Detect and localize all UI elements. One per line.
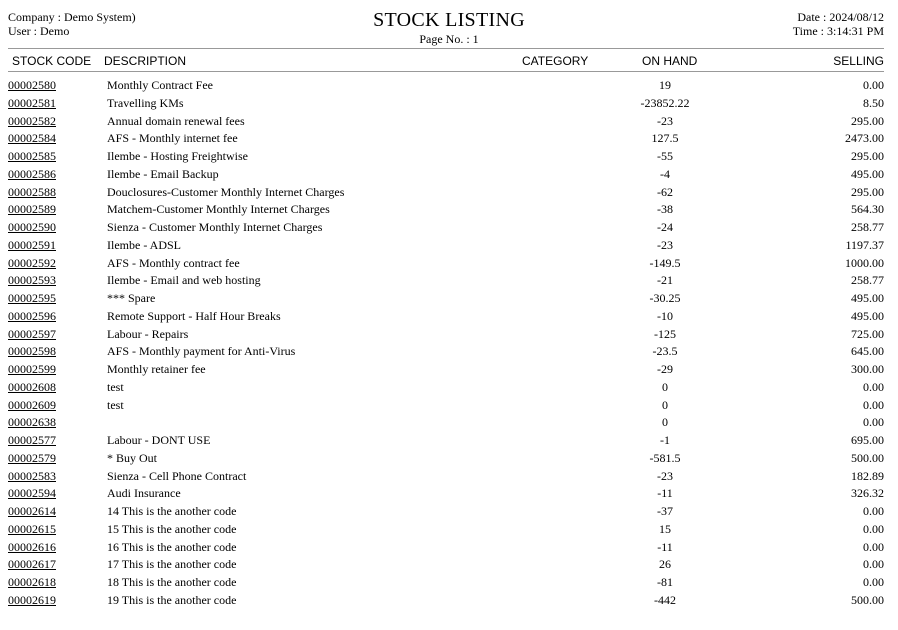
stock-code-link[interactable]: 00002582 (8, 113, 56, 128)
description-cell: Matchem-Customer Monthly Internet Charges (107, 202, 330, 217)
table-row (0, 308, 898, 326)
stock-code-link[interactable]: 00002590 (8, 220, 56, 234)
selling-cell: 0.00 (863, 575, 884, 589)
stock-code-link[interactable]: 00002581 (8, 95, 56, 110)
table-row (0, 272, 898, 290)
description-cell: 16 This is the another code (107, 539, 237, 554)
description-cell: Monthly retainer fee (107, 362, 206, 376)
report-title: STOCK LISTING (373, 9, 525, 31)
table-row (0, 95, 898, 113)
on-hand-cell: -55 (657, 149, 673, 163)
selling-cell: 1000.00 (845, 255, 884, 270)
selling-cell: 725.00 (851, 326, 884, 341)
on-hand-cell: -38 (657, 202, 673, 217)
selling-cell: 1197.37 (845, 237, 884, 252)
on-hand-cell: -10 (657, 308, 673, 323)
description-cell: 19 This is the another code (107, 592, 237, 607)
selling-cell: 695.00 (851, 433, 884, 447)
on-hand-cell: -581.5 (649, 450, 681, 465)
stock-code-link[interactable]: 00002619 (8, 592, 56, 607)
selling-cell: 0.00 (863, 557, 884, 572)
table-row (0, 379, 898, 397)
stock-code-link[interactable]: 00002618 (8, 575, 56, 589)
on-hand-cell: -21 (657, 273, 673, 288)
selling-cell: 0.00 (863, 521, 884, 536)
selling-cell: 0.00 (863, 78, 884, 92)
table-row (0, 539, 898, 557)
on-hand-cell: -442 (654, 592, 676, 607)
selling-cell: 8.50 (863, 95, 884, 110)
on-hand-cell: 15 (659, 521, 671, 536)
table-row (0, 255, 898, 273)
table-row (0, 113, 898, 131)
stock-code-link[interactable]: 00002584 (8, 131, 56, 146)
report-date: Date : 2024/08/12 (797, 10, 884, 24)
description-cell: Sienza - Customer Monthly Internet Charges (107, 220, 323, 234)
selling-cell: 300.00 (851, 362, 884, 376)
description-cell: AFS - Monthly payment for Anti-Virus (107, 344, 296, 359)
table-row (0, 184, 898, 202)
stock-code-link[interactable]: 00002615 (8, 521, 56, 536)
description-cell: test (107, 397, 124, 412)
on-hand-cell: -24 (657, 220, 673, 234)
on-hand-cell: -23852.22 (640, 95, 690, 110)
selling-cell: 0.00 (863, 397, 884, 412)
header-bottom-rule (8, 71, 884, 72)
on-hand-cell: 0 (662, 415, 668, 430)
on-hand-cell: -4 (660, 166, 670, 181)
selling-cell: 295.00 (851, 184, 884, 199)
selling-cell: 295.00 (851, 149, 884, 163)
description-cell: Remote Support - Half Hour Breaks (107, 308, 281, 323)
description-cell: Ilembe - Hosting Freightwise (107, 149, 248, 163)
description-cell: Annual domain renewal fees (107, 113, 245, 128)
description-cell: Ilembe - Email and web hosting (107, 273, 261, 288)
on-hand-cell: -81 (657, 575, 673, 589)
stock-code-link[interactable]: 00002586 (8, 166, 56, 181)
column-header-on-hand: ON HAND (642, 54, 698, 68)
column-header-category: CATEGORY (522, 54, 589, 68)
page-number: Page No. : 1 (419, 32, 479, 46)
on-hand-cell: 0 (662, 379, 668, 394)
stock-code-link[interactable]: 00002594 (8, 486, 56, 501)
table-row (0, 343, 898, 361)
table-row (0, 432, 898, 450)
table-row (0, 450, 898, 468)
table-row (0, 201, 898, 219)
stock-code-link[interactable]: 00002593 (8, 273, 56, 288)
table-row (0, 326, 898, 344)
stock-table-body (0, 77, 898, 610)
report-time: Time : 3:14:31 PM (792, 24, 884, 38)
description-cell: Sienza - Cell Phone Contract (107, 468, 247, 483)
stock-code-link[interactable]: 00002595 (8, 291, 56, 305)
column-header-selling: SELLING (833, 54, 884, 68)
on-hand-cell: -11 (657, 539, 673, 554)
stock-code-link[interactable]: 00002577 (8, 433, 56, 447)
description-cell: Ilembe - ADSL (107, 237, 181, 252)
on-hand-cell: -23.5 (652, 344, 678, 359)
stock-code-link[interactable]: 00002598 (8, 344, 56, 359)
selling-cell: 495.00 (851, 166, 884, 181)
on-hand-cell: -23 (657, 113, 673, 128)
description-cell: 14 This is the another code (107, 504, 237, 518)
stock-code-link[interactable]: 00002589 (8, 202, 56, 217)
table-row (0, 556, 898, 574)
stock-code-link[interactable]: 00002579 (8, 450, 56, 465)
table-row (0, 361, 898, 379)
selling-cell: 258.77 (851, 220, 884, 234)
description-cell: 18 This is the another code (107, 575, 237, 589)
description-cell: Audi Insurance (107, 486, 181, 501)
table-row (0, 148, 898, 166)
on-hand-cell: -149.5 (649, 255, 681, 270)
description-cell: Labour - DONT USE (107, 433, 211, 447)
on-hand-cell: -23 (657, 237, 673, 252)
stock-code-link[interactable]: 00002583 (8, 468, 56, 483)
stock-code-link[interactable]: 00002580 (8, 78, 56, 92)
table-row (0, 77, 898, 95)
selling-cell: 645.00 (851, 344, 884, 359)
selling-cell: 326.32 (851, 486, 884, 501)
stock-code-link[interactable]: 00002616 (8, 539, 56, 554)
selling-cell: 500.00 (851, 450, 884, 465)
on-hand-cell: -11 (657, 486, 673, 501)
stock-code-link[interactable]: 00002591 (8, 237, 56, 252)
stock-code-link[interactable]: 00002609 (8, 397, 56, 412)
description-cell: * Buy Out (107, 450, 158, 465)
stock-code-link[interactable]: 00002608 (8, 379, 56, 394)
selling-cell: 495.00 (851, 308, 884, 323)
description-cell: Douclosures-Customer Monthly Internet Charges (107, 184, 345, 199)
selling-cell: 258.77 (851, 273, 884, 288)
stock-code-link[interactable]: 00002592 (8, 255, 56, 270)
description-cell: 15 This is the another code (107, 521, 237, 536)
selling-cell: 0.00 (863, 379, 884, 394)
on-hand-cell: -29 (657, 362, 673, 376)
on-hand-cell: 0 (662, 397, 668, 412)
description-cell: *** Spare (107, 291, 156, 305)
description-cell: AFS - Monthly contract fee (107, 255, 240, 270)
stock-code-link[interactable]: 00002617 (8, 557, 56, 572)
selling-cell: 500.00 (851, 592, 884, 607)
stock-code-link[interactable]: 00002597 (8, 326, 56, 341)
table-row (0, 166, 898, 184)
table-row (0, 397, 898, 415)
selling-cell: 0.00 (863, 539, 884, 554)
selling-cell: 0.00 (863, 504, 884, 518)
table-row (0, 468, 898, 486)
selling-cell: 182.89 (851, 468, 884, 483)
report-header-center (0, 9, 898, 46)
selling-cell: 295.00 (851, 113, 884, 128)
stock-code-link[interactable]: 00002599 (8, 362, 56, 376)
on-hand-cell: -23 (657, 468, 673, 483)
on-hand-cell: -1 (660, 433, 670, 447)
on-hand-cell: 26 (659, 557, 671, 572)
company-label: Company : Demo System) (8, 10, 136, 24)
on-hand-cell: -37 (657, 504, 673, 518)
stock-code-link[interactable]: 00002614 (8, 504, 56, 518)
user-label: User : Demo (8, 24, 70, 38)
table-row (0, 237, 898, 255)
description-cell: Monthly Contract Fee (107, 78, 213, 92)
table-row (0, 592, 898, 610)
selling-cell: 0.00 (863, 415, 884, 430)
table-row (0, 574, 898, 592)
selling-cell: 564.30 (851, 202, 884, 217)
stock-code-link[interactable]: 00002588 (8, 184, 56, 199)
header-top-rule (8, 48, 884, 49)
selling-cell: 2473.00 (845, 131, 884, 146)
description-cell: 17 This is the another code (107, 557, 237, 572)
on-hand-cell: -125 (654, 326, 676, 341)
stock-code-link[interactable]: 00002585 (8, 149, 56, 163)
table-row (0, 290, 898, 308)
table-row (0, 485, 898, 503)
description-cell: Labour - Repairs (107, 326, 189, 341)
on-hand-cell: -62 (657, 184, 673, 199)
description-cell: Ilembe - Email Backup (107, 166, 219, 181)
on-hand-cell: 127.5 (651, 131, 679, 146)
column-header-description: DESCRIPTION (104, 54, 187, 68)
table-row (0, 503, 898, 521)
table-row (0, 130, 898, 148)
on-hand-cell: -30.25 (649, 291, 681, 305)
stock-code-link[interactable]: 00002638 (8, 415, 56, 430)
selling-cell: 495.00 (851, 291, 884, 305)
stock-code-link[interactable]: 00002596 (8, 308, 56, 323)
table-row (0, 219, 898, 237)
report-header-right (793, 10, 884, 38)
on-hand-cell: 19 (659, 78, 671, 92)
description-cell: AFS - Monthly internet fee (107, 131, 238, 146)
column-header-code: STOCK CODE (12, 54, 92, 68)
description-cell: test (107, 379, 124, 394)
table-row (0, 414, 898, 432)
description-cell: Travelling KMs (107, 95, 184, 110)
table-row (0, 521, 898, 539)
